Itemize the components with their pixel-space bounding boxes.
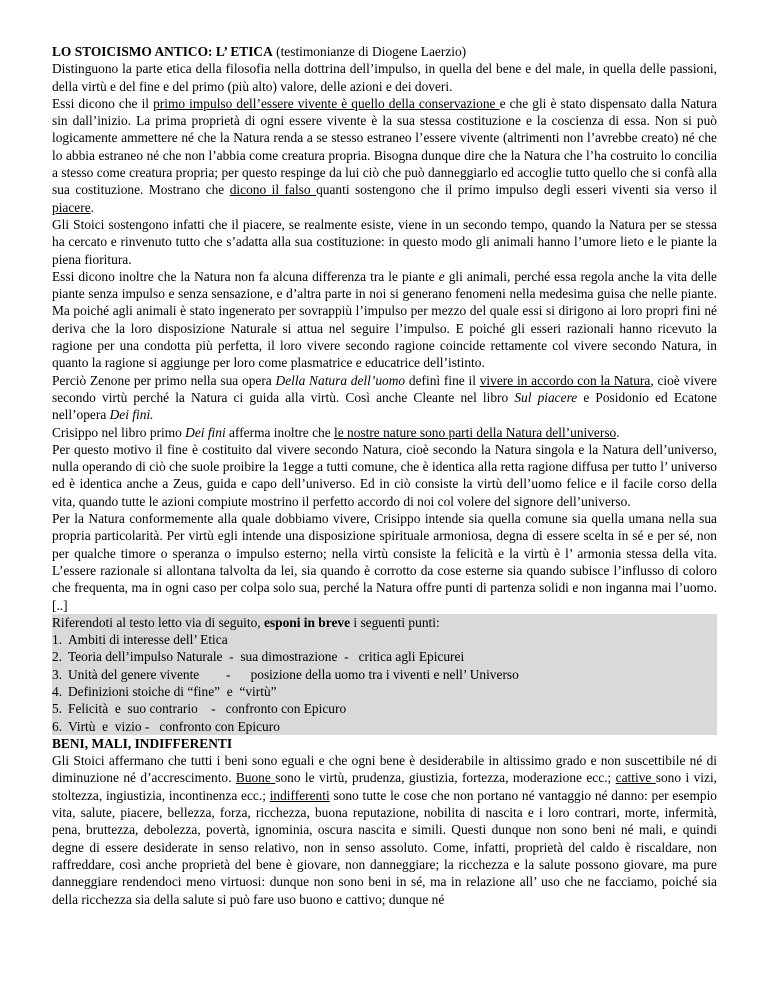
list-number: 1. <box>52 632 63 648</box>
text-run: Crisippo nel libro primo <box>52 424 186 440</box>
list-item <box>52 683 717 700</box>
text-run: Essi dicono che il <box>52 95 154 111</box>
section-heading: BENI, MALI, INDIFFERENTI <box>52 735 233 751</box>
italic-text: Dei fini. <box>109 407 154 423</box>
paragraph-5 <box>52 372 717 424</box>
document-title <box>52 43 717 60</box>
list-item <box>52 718 717 735</box>
paragraph-9 <box>52 752 717 908</box>
paragraph-8: Per la Natura conformemente alla quale dobbiamo vivere, Crisippo intende sia quella comune sia quella umana nella sua propria particolarità. Per virtù egli intende una disposizione spirituale armoniosa, degna di essere scelta in sé e per sé, non per qualche timore o speranza o impulso esterno; nella virtù consiste la felicità e la virtù è l’ armonia stessa della vita. L’essere razionale si allontana talvolta da lei, sia quando è corrotto da cose esterne sia quando subisce l’influsso di coloro che frequenta, ma in ogni caso per colpa solo sua, perché la Natura offre punti di partenza solidi e non inganna mai l’uomo. [..] <box>52 511 717 613</box>
document-page <box>52 43 717 908</box>
underlined-text: le nostre nature sono parti della Natura dell’universo <box>334 424 617 440</box>
list-text: Ambiti di interesse dell’ Etica <box>68 632 228 648</box>
text-run: i seguenti punti: <box>350 614 440 630</box>
text-run: sono le virtù, prudenza, giustizia, fortezza, moderazione ecc.; <box>275 770 616 786</box>
list-number: 3. <box>52 666 63 682</box>
paragraph-1: Distinguono la parte etica della filosofia nella dottrina dell’impulso, in quella del bene e del male, in quella delle passioni, della virtù e del fine e del primo (più alto) valore, delle azioni e dei doveri. <box>52 61 717 94</box>
list-text: Definizioni stoiche di “fine” e “virtù” <box>68 683 277 699</box>
text-run: definì fine il <box>405 372 480 388</box>
list-text: Unità del genere vivente - posizione della uomo tra i viventi e nell’ Universo <box>68 666 519 682</box>
list-item <box>52 631 717 648</box>
underlined-text: primo impulso dell’essere vivente è quello della conservazione <box>153 95 500 111</box>
text-run: Essi dicono inoltre che la Natura non fa alcuna differenza tra le piante <box>52 268 439 284</box>
paragraph-6 <box>52 424 717 441</box>
list-text: Virtù e vizio - confronto con Epicuro <box>68 718 280 734</box>
text-run: , cioè vivere secondo virtù perché la Natura ci guida alla virtù. Così anche Cleante nel libro <box>52 372 717 405</box>
list-text: Felicità e suo contrario - confronto con Epicuro <box>68 701 347 717</box>
list-number: 4. <box>52 683 63 699</box>
underlined-text: cattive <box>615 770 656 786</box>
list-text: Teoria dell’impulso Naturale - sua dimostrazione - critica agli Epicurei <box>68 649 465 665</box>
italic-text: Dei fini <box>185 424 226 440</box>
text-run: Riferendoti al testo letto via di seguito, <box>52 614 264 630</box>
italic-text: Della Natura dell’uomo <box>275 372 406 388</box>
text-run: e Posidonio ed Ecatone nell’opera <box>52 389 717 423</box>
paragraph-7: Per questo motivo il fine è costituito dal vivere secondo Natura, cioè secondo la Natura singola e la Natura dell’universo, nulla operando di ciò che suole proibire la 1egge a tutti comune, che è identica alla retta ragione diffusa per tutto l’ universo ed è identica anche a Zeus, guida e capo dell’universo. Ed in ciò consiste la virtù dell’uomo felice e il facile corso della vita, quando tutte le azioni compiute mostrino il perfetto accordo di noi col volere del signore dell’universo. <box>52 441 717 509</box>
exercise-box <box>52 614 717 735</box>
text-run: Gli Stoici affermano che tutti i beni sono eguali e che ogni bene è desiderabile in altissimo grado e non suscettibile né di diminuzione né d’accrescimento. <box>52 753 717 786</box>
text-run: e che gli è stato dispensato dalla Natura sin dall’inizio. La prima proprietà di ogni essere vivente è la sua stessa costituzione e la coscienza di essa. Non si può logicamente ammettere né che la Natura renda a se stesso estraneo l’essere vivente (altrimenti non l’avrebbe creato) né che lo abbia estraneo né che non l’abbia come creatura propria. Bisogna dunque dire che la Natura che l’ha costruito lo concilia a stesso come creatura propria; per questo respinge da lui ciò che può danneggiarlo ed accoglie tutto quello che si confà alla sua costituzione. Mostrano che <box>52 95 717 198</box>
italic-text: Sul piacere <box>514 389 578 405</box>
list-number: 5. <box>52 701 63 717</box>
text-run: gli animali, perché essa regola anche la vita delle piante senza impulso e senza sensazione, e d’altra parte in noi si generano fenomeni nella medesima guisa che nelle piante. Ma poiché agli animali è stato ingenerato per sovrappiù l’impulso per mezzo del quale essi si dirigono ai loro propri fini né deriva che la loro disposizione Naturale si attua nel seguire l’impulso. E poiché gli esseri razionali hanno ricevuto la ragione per una condotta più perfetta, il loro vivere secondo ragione coincide rettamente col vivere secondo Natura, in quanto la ragione si aggiunge per loro come plasmatrice e educatrice dell’istinto. <box>52 268 717 371</box>
paragraph-4 <box>52 268 717 372</box>
text-run: afferma inoltre che <box>225 424 335 440</box>
text-run: Perciò Zenone per primo nella sua opera <box>52 372 276 388</box>
list-item <box>52 648 717 665</box>
underlined-text: dicono il falso <box>229 182 317 198</box>
italic-text: e <box>438 268 445 284</box>
underlined-text: indifferenti <box>269 787 330 803</box>
exercise-list <box>52 631 717 735</box>
exercise-intro <box>52 614 717 631</box>
text-run: quanti sostengono che il primo impulso degli esseri viventi sia verso il <box>316 182 717 198</box>
text-run: sono i vizi, stoltezza, ingiustizia, incontinenza ecc.; <box>52 770 718 803</box>
text-run: . <box>90 199 95 215</box>
title-main: LO STOICISMO ANTICO: L’ ETICA <box>52 44 273 59</box>
underlined-text: vivere in accordo con la Natura <box>479 372 651 388</box>
list-number: 6. <box>52 718 63 734</box>
underlined-text: Buone <box>235 770 276 786</box>
text-run: . <box>616 424 620 440</box>
list-item <box>52 700 717 717</box>
paragraph-2 <box>52 95 717 216</box>
text-run: sono tutte le cose che non portano né vantaggio né danno: per esempio vita, salute, piacere, bellezza, forza, ricchezza, buona reputazione, nobilita di nascita e i loro contrari, morte, infermità, pena, bruttezza, debolezza, povertà, ignominia, oscura nascita e simili. Questi dunque non sono beni né mali, e quindi degne di essere desiderate in senso relativo, non in senso assoluto. Come, infatti, proprietà del caldo è riscaldare, non raffreddare, così anche proprietà del bene è giovare, non danneggiare; la ricchezza e la salute possono giovare, ma pure danneggiare rendendoci meno virtuosi: dunque non sono beni in sé, ma in relazione all’ uso che ne facciamo, poiché sia della ricchezza sia della salute si può fare uso buono e cattivo; dunque né <box>52 787 717 907</box>
title-subtitle: (testimonianze di Diogene Laerzio) <box>272 44 467 59</box>
list-item <box>52 666 717 683</box>
bold-text: esponi in breve <box>263 614 351 630</box>
paragraph-3: Gli Stoici sostengono infatti che il piacere, se realmente esiste, viene in un secondo tempo, quando la Natura per se stessa ha cercato e rinvenuto tutto che s’adatta alla sua costituzione: in questo modo gli animali hanno l’umore lieto e le piante la piena fioritura. <box>52 216 717 267</box>
underlined-text: piacere <box>52 199 91 215</box>
list-number: 2. <box>52 649 63 665</box>
